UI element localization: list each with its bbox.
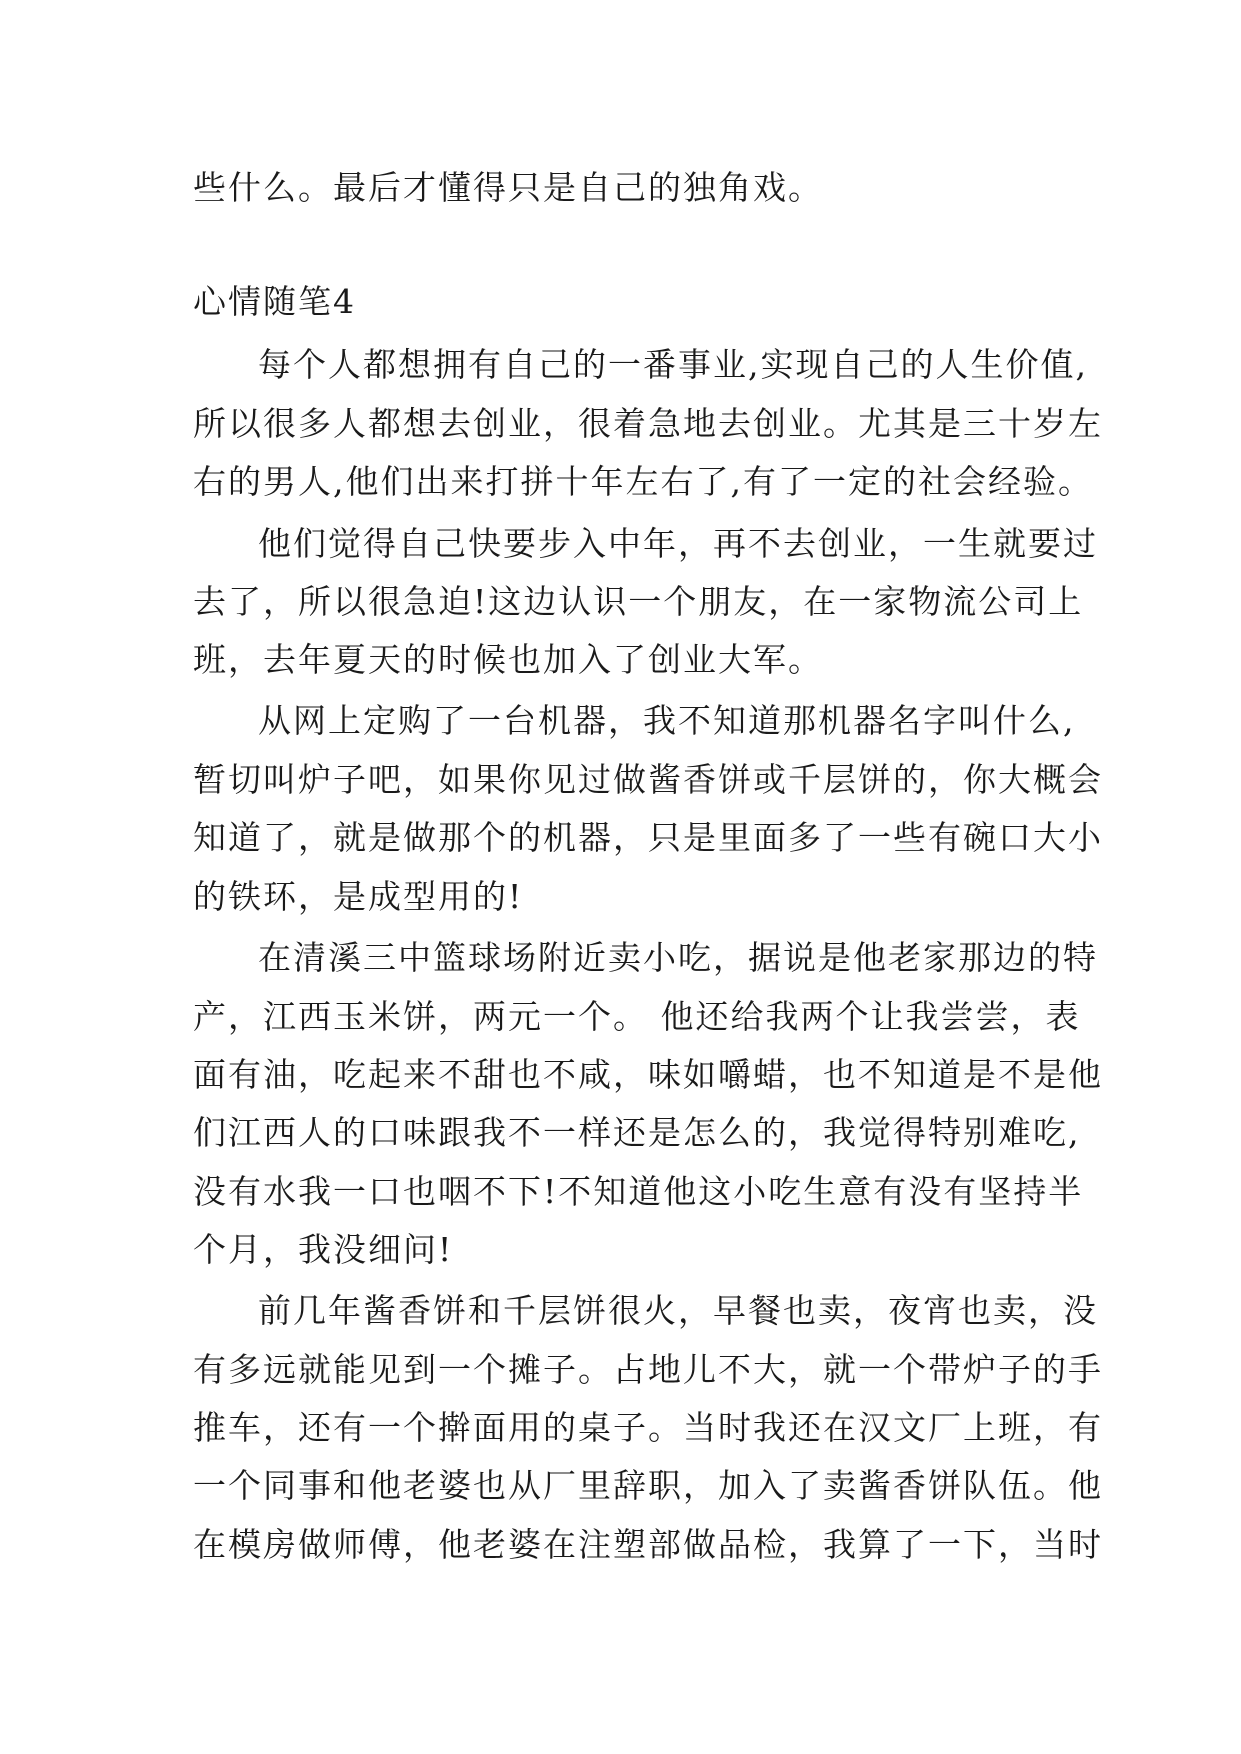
text-line: 推车，还有一个擀面用的桌子。当时我还在汉文厂上班，有 (193, 1408, 1103, 1447)
carryover-line: 些什么。最后才懂得只是自己的独角戏。 (193, 168, 823, 207)
text-line: 一个同事和他老婆也从厂里辞职，加入了卖酱香饼队伍。他 (193, 1466, 1103, 1505)
text-line: 没有水我一口也咽不下!不知道他这小吃生意有没有坚持半 (193, 1172, 1084, 1211)
text-line: 有多远就能见到一个摊子。占地儿不大，就一个带炉子的手 (193, 1350, 1103, 1389)
text-line: 知道了，就是做那个的机器，只是里面多了一些有碗口大小 (193, 818, 1103, 857)
text-line: 产，江西玉米饼，两元一个。 他还给我两个让我尝尝，表 (193, 997, 1081, 1036)
text-line: 暂切叫炉子吧，如果你见过做酱香饼或千层饼的，你大概会 (193, 760, 1103, 799)
text-line: 前几年酱香饼和千层饼很火，早餐也卖，夜宵也卖，没 (258, 1291, 1098, 1330)
text-line: 们江西人的口味跟我不一样还是怎么的，我觉得特别难吃, (193, 1113, 1081, 1152)
text-line: 在模房做师傅，他老婆在注塑部做品检，我算了一下，当时 (193, 1525, 1103, 1564)
text-line: 他们觉得自己快要步入中年，再不去创业，一生就要过 (258, 524, 1098, 563)
text-line: 去了，所以很急迫!这边认识一个朋友，在一家物流公司上 (193, 582, 1084, 621)
text-line: 面有油，吃起来不甜也不咸，味如嚼蜡，也不知道是不是他 (193, 1055, 1103, 1094)
text-line: 从网上定购了一台机器，我不知道那机器名字叫什么, (258, 701, 1076, 740)
text-line: 班，去年夏天的时候也加入了创业大军。 (193, 640, 823, 679)
text-line: 在清溪三中篮球场附近卖小吃，据说是他老家那边的特 (258, 938, 1098, 977)
text-line: 的铁环，是成型用的! (193, 877, 524, 916)
text-line: 右的男人,他们出来打拼十年左右了,有了一定的社会经验。 (193, 462, 1093, 501)
text-line: 个月，我没细问! (193, 1230, 454, 1269)
text-line: 每个人都想拥有自己的一番事业,实现自己的人生价值, (258, 345, 1088, 384)
section-heading: 心情随笔4 (193, 282, 356, 321)
text-line: 所以很多人都想去创业，很着急地去创业。尤其是三十岁左 (193, 404, 1103, 443)
